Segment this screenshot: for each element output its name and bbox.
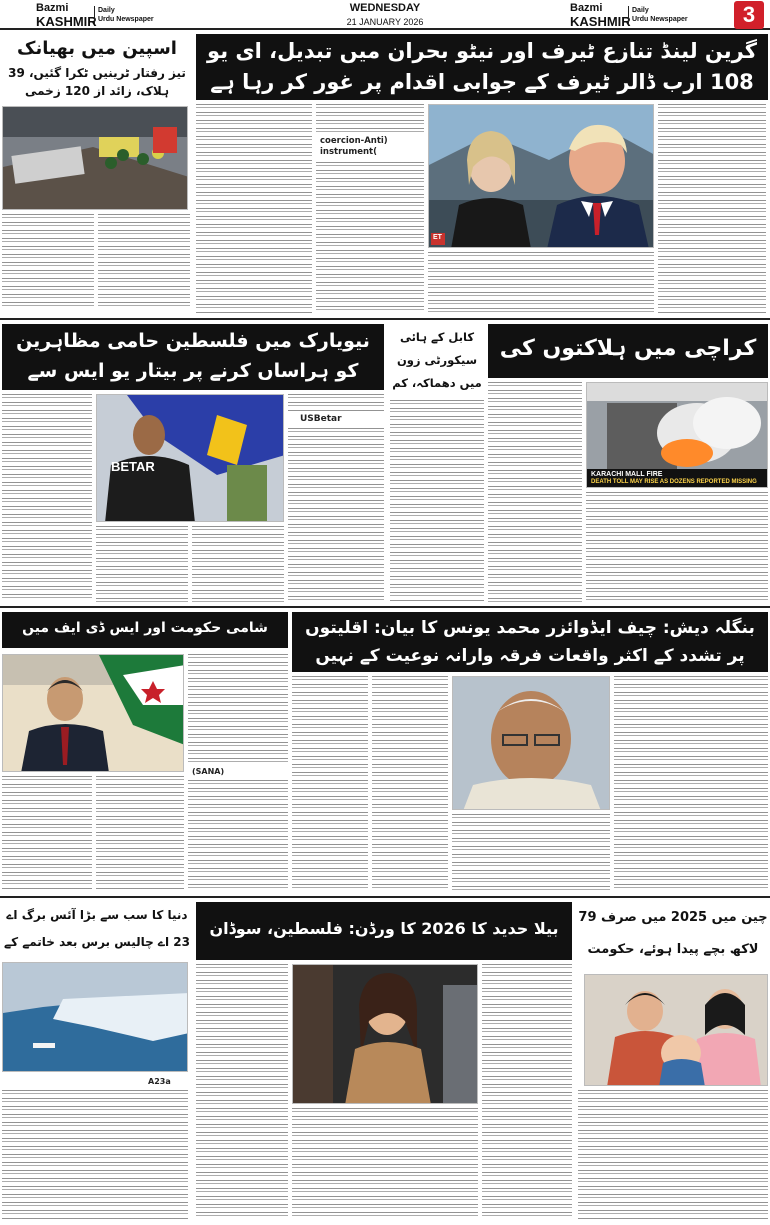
syria-headline: شامی حکومت اور ایس ڈی ایف میں — [2, 612, 288, 648]
greenland-text-col-2 — [428, 252, 654, 314]
dateline — [300, 2, 470, 27]
weekday: WEDNESDAY — [349, 2, 421, 14]
karachi-text-col-1 — [488, 382, 582, 602]
greenland-text-col-3 — [316, 104, 424, 134]
spain-text-col-2 — [2, 214, 94, 310]
syria-text-col-4 — [2, 776, 92, 890]
masthead — [0, 0, 770, 30]
spain-subhead: تیز رفتار ٹرینیں ٹکرا گئیں، 39 ہلاک، زائد از 120 زخمی — [8, 66, 186, 98]
section-divider — [0, 318, 770, 320]
spain-text-col-1 — [98, 214, 190, 310]
yunus-photo — [452, 676, 610, 810]
betar-photo — [96, 394, 284, 522]
spain-headline: اسپین میں بھیانک — [2, 36, 192, 64]
china-text-col-1 — [578, 1090, 768, 1220]
bangladesh-text-col-1 — [614, 676, 768, 890]
iceberg-photo — [2, 962, 188, 1072]
karachi-fire-photo — [586, 382, 768, 488]
newyork-text-col-2 — [288, 428, 384, 602]
newyork-headline: نیویارک میں فلسطین حامی مظاہرین کو ہراساں کرنے پر بیتار یو ایس سے — [2, 324, 384, 390]
iceberg-headline: دنیا کا سب سے بڑا آئس برگ اے 23 اے چالیس برس بعد خاتمے کے — [4, 908, 190, 949]
newyork-text-col-4 — [96, 526, 188, 602]
china-photo — [584, 974, 768, 1086]
kabul-text — [390, 400, 484, 602]
syria-text-col-1 — [188, 654, 288, 764]
karachi-headline: کراچی میں ہلاکتوں کی — [488, 324, 768, 378]
newyork-text-col-1 — [288, 394, 384, 412]
date: 21 JANUARY 2026 — [346, 17, 424, 27]
newyork-text-col-5 — [2, 394, 92, 602]
bella-text-col-2 — [292, 1108, 478, 1220]
karachi-text-col-2 — [586, 492, 768, 602]
syria-text-col-3 — [96, 776, 184, 890]
bella-headline: بیلا حدید کا 2026 کا ورڈن: فلسطین، سوڈان — [196, 902, 572, 960]
kabul-headline: کابل کے ہائی سیکورٹی زون میں دھماکہ، کم — [392, 330, 482, 390]
brand-logo-right: Bazmi KASHMIR Daily Urdu Newspaper — [570, 2, 688, 29]
greenland-text-col-1 — [658, 104, 766, 314]
section-divider — [0, 896, 770, 898]
spain-photo — [2, 106, 188, 210]
fire-photo-caption: KARACHI MALL FIRE — [591, 471, 663, 478]
greenland-text-col-4 — [316, 162, 424, 314]
greenland-headline: گرین لینڈ تنازع ٹیرف اور نیٹو بحران میں تبدیل، ای یو 108 ارب ڈالر ٹیرف کے جوابی اقدام پر غور کر رہا ہے — [196, 34, 768, 100]
newyork-text-col-3 — [192, 526, 284, 602]
iceberg-inline-term: A23a — [148, 1077, 171, 1086]
brand-name-line1: Bazmi — [36, 2, 69, 14]
section-divider — [0, 606, 770, 608]
bangladesh-text-col-3 — [372, 676, 448, 890]
bella-text-col-1 — [482, 964, 572, 1220]
iceberg-text-col-1 — [2, 1090, 188, 1220]
page-number-badge: 3 — [734, 1, 764, 29]
betar-shirt-text: BETAR — [111, 459, 155, 474]
greenland-inline-term: coercion-Anti) instrument( — [320, 136, 388, 157]
brand-logo-left — [36, 2, 154, 29]
syria-text-col-2 — [188, 780, 288, 890]
newyork-inline-term: USBetar — [300, 414, 342, 424]
greenland-photo — [428, 104, 654, 248]
fire-photo-subcaption: DEATH TOLL MAY RISE AS DOZENS REPORTED MISSING — [591, 479, 757, 485]
syria-photo — [2, 654, 184, 772]
brand-name-line2: KASHMIR — [36, 14, 97, 29]
greenland-text-col-5 — [196, 104, 312, 314]
bangladesh-text-col-4 — [292, 676, 368, 890]
bella-photo — [292, 964, 478, 1104]
syria-inline-term: (SANA) — [192, 767, 225, 776]
photo-credit-badge: ET — [433, 234, 442, 241]
china-headline: چین میں 2025 میں صرف 79 لاکھ بچے پیدا ہوئے، حکومت — [578, 910, 768, 957]
brand-tagline: Daily Urdu Newspaper — [94, 6, 154, 24]
bangladesh-text-col-2 — [452, 814, 610, 890]
bella-text-col-3 — [196, 964, 288, 1220]
bangladesh-headline: بنگلہ دیش: چیف ایڈوائزر محمد یونس کا بیان: اقلیتوں پر تشدد کے اکثر واقعات فرقہ وارانہ نوعیت کے نہیں — [292, 612, 768, 672]
